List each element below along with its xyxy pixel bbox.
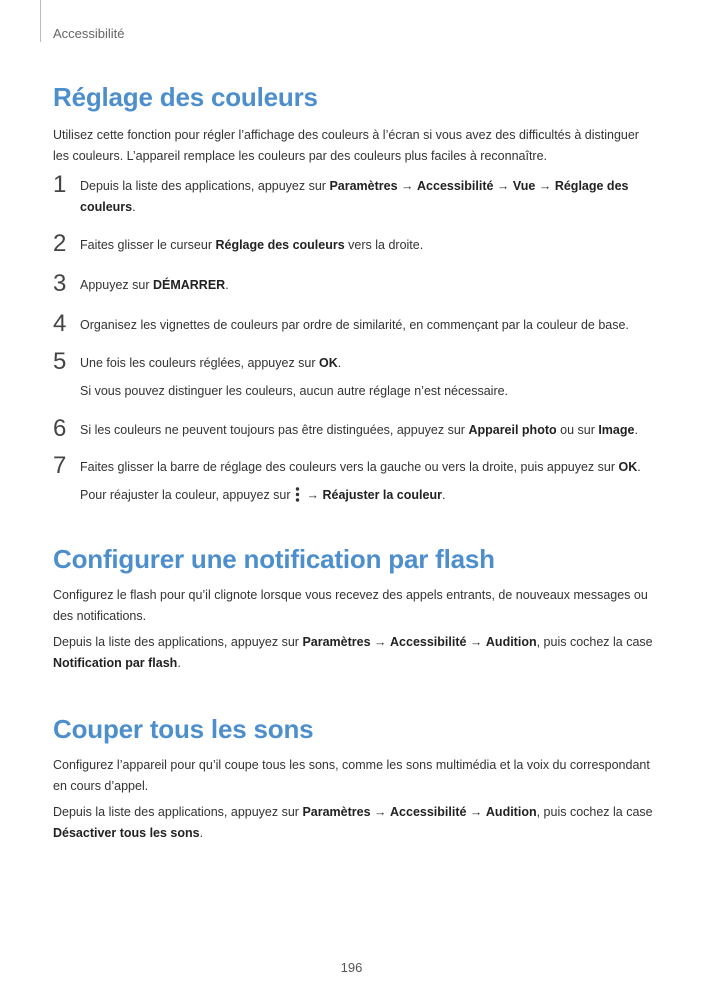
header-divider — [40, 0, 41, 42]
step-1 — [53, 171, 653, 218]
page-number: 196 — [340, 960, 363, 975]
step-number: 5 — [53, 348, 67, 375]
step-text: Organisez les vignettes de couleurs par ordre de similarité, en commençant par la couleur de base. — [80, 318, 629, 332]
step-text: Faites glisser le curseur Réglage des couleurs vers la droite. — [80, 238, 424, 252]
step-7 — [53, 452, 653, 506]
page-content — [53, 82, 653, 844]
step-note: Pour réajuster la couleur, appuyez sur → Réajuster la couleur. — [80, 488, 446, 502]
step-note: Si vous pouvez distinguer les couleurs, aucun autre réglage n’est nécessaire. — [80, 384, 509, 398]
section-instructions-flash: Depuis la liste des applications, appuyez sur Paramètres → Accessibilité → Audition, puis cochez la case Notification par flash. — [53, 635, 653, 670]
step-6 — [53, 415, 653, 442]
section-intro-colors: Utilisez cette fonction pour régler l’affichage des couleurs à l’écran si vous avez des difficultés à distinguer les couleurs. L’appareil remplace les couleurs par des couleurs plus faciles à reconnaître. — [53, 128, 639, 163]
more-options-icon — [295, 487, 300, 502]
step-number: 4 — [53, 310, 67, 337]
section-intro-mute: Configurez l’appareil pour qu’il coupe tous les sons, comme les sons multimédia et la voix du correspondant en cours d’appel. — [53, 758, 650, 793]
step-number: 2 — [53, 230, 67, 257]
steps-list — [53, 171, 653, 506]
section-intro-flash: Configurez le flash pour qu’il clignote lorsque vous recevez des appels entrants, de nouveaux messages ou des notifications. — [53, 588, 648, 623]
section-title-flash: Configurer une notification par flash — [53, 544, 495, 574]
step-4 — [53, 310, 653, 337]
step-number: 7 — [53, 452, 67, 479]
step-number: 6 — [53, 415, 67, 442]
step-3 — [53, 270, 653, 297]
section-title-mute: Couper tous les sons — [53, 714, 314, 744]
step-5 — [53, 348, 653, 402]
step-2 — [53, 230, 653, 257]
step-text: Une fois les couleurs réglées, appuyez sur OK. — [80, 356, 342, 370]
step-number: 3 — [53, 270, 67, 297]
step-text: Si les couleurs ne peuvent toujours pas être distinguées, appuyez sur Appareil photo ou sur Image. — [80, 423, 638, 437]
section-instructions-mute: Depuis la liste des applications, appuyez sur Paramètres → Accessibilité → Audition, puis cochez la case Désactiver tous les sons. — [53, 805, 653, 840]
header-section-label: Accessibilité — [53, 26, 125, 41]
section-title-colors: Réglage des couleurs — [53, 82, 318, 112]
step-text: Appuyez sur DÉMARRER. — [80, 278, 229, 292]
step-text: Faites glisser la barre de réglage des couleurs vers la gauche ou vers la droite, puis appuyez sur OK. — [80, 460, 641, 474]
step-text: Depuis la liste des applications, appuyez sur Paramètres → Accessibilité → Vue → Réglage des couleurs. — [80, 179, 629, 214]
step-number: 1 — [53, 171, 67, 198]
